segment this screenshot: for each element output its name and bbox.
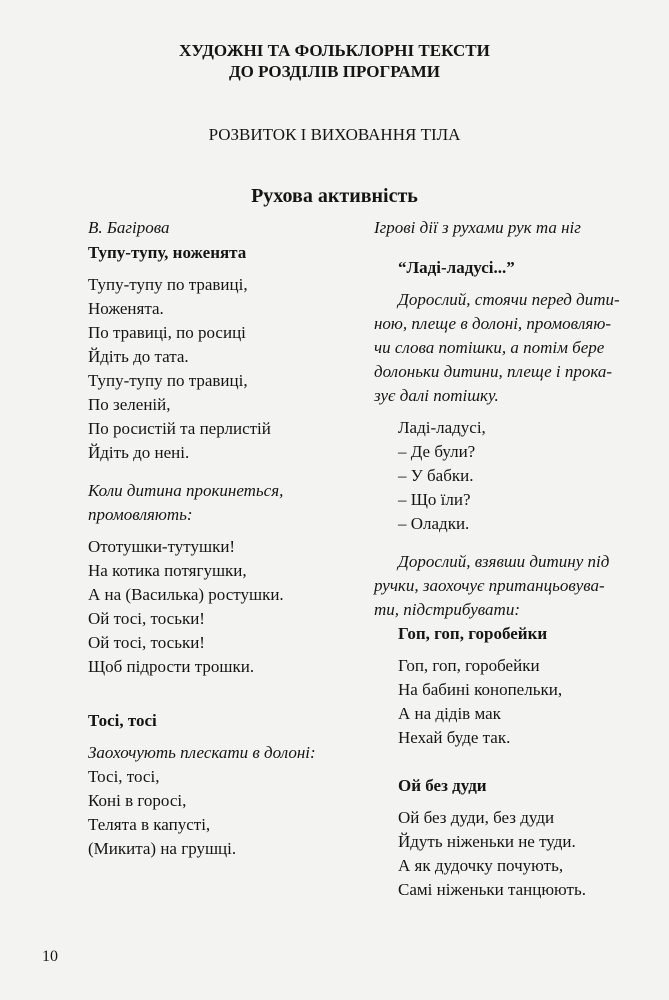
poem-line: Гоп, гоп, горобейки	[398, 656, 540, 675]
poem-line: Ой тосі, тоськи!	[88, 609, 205, 628]
poem-line: Тосі, тосі,	[88, 767, 160, 786]
instruction-line: долоньки дитини, плеще і прока-	[374, 362, 613, 381]
instruction-line: Дорослий, стоячи перед дити-	[398, 290, 620, 309]
poem-line: – Оладки.	[398, 514, 470, 533]
poem-line: Тупу-тупу по травиці,	[88, 371, 248, 390]
poem-line: А на дідів мак	[398, 704, 501, 723]
poem-line: (Микита) на грушці.	[88, 839, 237, 858]
instruction-note: промовляють:	[88, 505, 193, 524]
poem-line: Щоб підрости трошки.	[88, 657, 255, 676]
poem-line: – Що їли?	[398, 490, 471, 509]
poem-title: Гоп, гоп, горобейки	[398, 624, 548, 643]
poem-title: Ой без дуди	[398, 776, 487, 795]
poem-line: Йдіть до тата.	[88, 347, 189, 366]
poem-line: А як дудочку почують,	[398, 856, 564, 875]
left-column	[88, 216, 348, 861]
instruction-line: ти, підстрибувати:	[374, 600, 520, 619]
poem-line: На котика потягушки,	[88, 561, 247, 580]
poem-line: Самі ніженьки танцюють.	[398, 880, 586, 899]
poem-stanza	[88, 273, 348, 465]
poem-stanza	[374, 416, 634, 536]
instruction-line: Дорослий, взявши дитину під	[398, 552, 610, 571]
poem-stanza	[88, 765, 348, 861]
chapter-title	[0, 40, 669, 82]
poem-line: Йдуть ніженьки не туди.	[398, 832, 576, 851]
poem-line: Тупу-тупу по травиці,	[88, 275, 248, 294]
section-heading: РОЗВИТОК І ВИХОВАННЯ ТІЛА	[208, 125, 461, 144]
poem-line: Йдіть до нені.	[88, 443, 190, 462]
poem-line: Ой тосі, тоськи!	[88, 633, 205, 652]
author: В. Багірова	[88, 218, 170, 237]
right-column	[374, 216, 634, 902]
instruction-note: Заохочують плескати в долоні:	[88, 743, 316, 762]
section-intro: Ігрові дії з рухами рук та ніг	[374, 218, 581, 237]
poem-stanza	[374, 806, 634, 902]
poem-line: – У бабки.	[398, 466, 474, 485]
poem-line: По зеленій,	[88, 395, 171, 414]
poem-line: Ототушки-тутушки!	[88, 537, 236, 556]
poem-line: – Де були?	[398, 442, 476, 461]
poem-line: Нехай буде так.	[398, 728, 511, 747]
page-number: 10	[42, 948, 58, 965]
instruction-note	[374, 550, 634, 622]
poem-title: Тосі, тосі	[88, 711, 157, 730]
poem-line: Ладі-ладусі,	[398, 418, 486, 437]
instruction-line: чи слова потішки, а потім бере	[374, 338, 605, 357]
poem-line: На бабині конопельки,	[398, 680, 563, 699]
instruction-note	[374, 288, 634, 408]
poem-title: “Ладі-ладусі...”	[398, 258, 515, 277]
topic-heading: Рухова активність	[251, 185, 418, 207]
poem-stanza	[374, 654, 634, 750]
poem-line: Ой без дуди, без дуди	[398, 808, 555, 827]
poem-line: По росистій та перлистій	[88, 419, 271, 438]
poem-line: Коні в горосі,	[88, 791, 187, 810]
chapter-title-line-2: ДО РОЗДІЛІВ ПРОГРАМИ	[228, 62, 441, 81]
instruction-note: Коли дитина прокинеться,	[88, 481, 284, 500]
poem-line: Ноженята.	[88, 299, 164, 318]
poem-stanza	[88, 535, 348, 679]
instruction-line: ручки, заохочує пританцьовува-	[374, 576, 605, 595]
poem-line: А на (Василька) ростушки.	[88, 585, 284, 604]
chapter-title-line-1: ХУДОЖНІ ТА ФОЛЬКЛОРНІ ТЕКСТИ	[179, 41, 490, 60]
poem-line: По травиці, по росиці	[88, 323, 246, 342]
poem-line: Телята в капусті,	[88, 815, 211, 834]
instruction-line: ною, плеще в долоні, промовляю-	[374, 314, 611, 333]
poem-title: Тупу-тупу, ноженята	[88, 243, 247, 262]
instruction-line: зує далі потішку.	[374, 386, 499, 405]
